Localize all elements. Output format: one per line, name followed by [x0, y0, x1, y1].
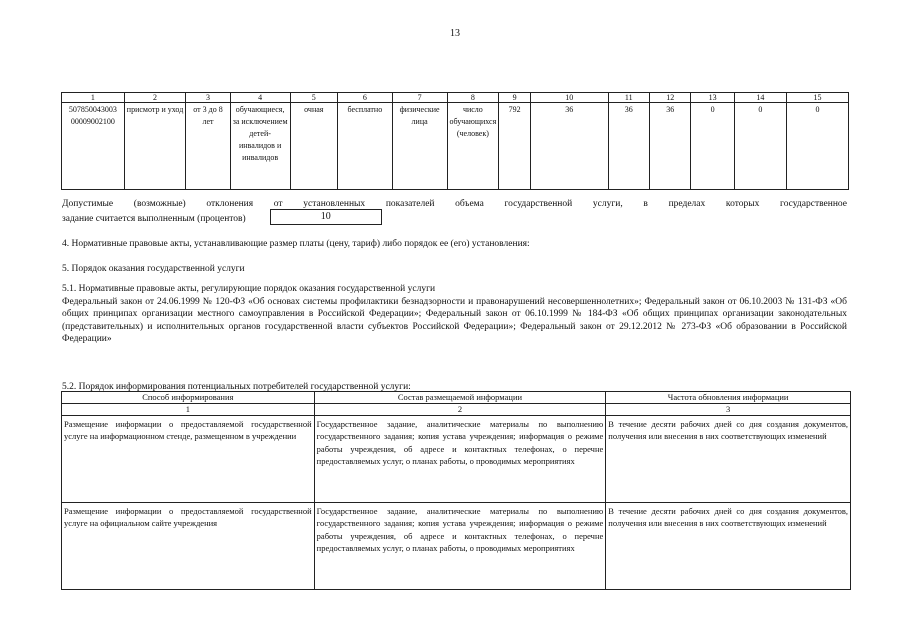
column-number: 9	[499, 93, 531, 103]
method-cell: Размещение информации о предоставляемой государственной услуге на официальном сайте учреждения	[62, 503, 315, 590]
column-header: Состав размещаемой информации	[314, 392, 606, 404]
column-number-row	[62, 404, 851, 416]
price-cell: 0	[786, 103, 848, 190]
column-number: 5	[290, 93, 338, 103]
value-cell: 36	[649, 103, 690, 190]
column-number: 4	[230, 93, 290, 103]
column-number: 2	[314, 404, 606, 416]
frequency-cell: В течение десяти рабочих дней со дня создания документов, получения или внесения в них соответствующих изменений	[606, 503, 851, 590]
section-5-2-heading: 5.2. Порядок информирования потенциальных потребителей государственной услуги:	[62, 382, 411, 392]
content-cell: Государственное задание, аналитические материалы по выполнению государственного задания; копия устава учреждения; информация о режиме работы учреждения, об адресе и контактных телефонах, о перечне предоставляемых услуг, о планах работы, о проводимых мероприятиях	[314, 416, 606, 503]
column-number: 7	[392, 93, 447, 103]
deviation-text: Допустимые (возможные) отклонения от установленных показателей объема государственной услуги, в пределах которых государственное	[62, 199, 847, 209]
payment-cell: бесплатно	[338, 103, 393, 190]
column-number: 15	[786, 93, 848, 103]
price-cell: 0	[691, 103, 734, 190]
column-number: 3	[186, 93, 230, 103]
section-5-1	[62, 283, 847, 346]
column-number: 14	[734, 93, 786, 103]
age-cell: от 3 до 8 лет	[186, 103, 230, 190]
section-4: 4. Нормативные правовые акты, устанавливающие размер платы (цену, тариф) либо порядок ее (его) установления:	[62, 239, 530, 249]
column-number: 1	[62, 404, 315, 416]
column-header: Частота обновления информации	[606, 392, 851, 404]
price-cell: 0	[734, 103, 786, 190]
deviation-text-end: задание считается выполненным (процентов)	[62, 213, 246, 224]
informing-table	[61, 391, 851, 590]
value-cell: 36	[608, 103, 649, 190]
method-cell: Размещение информации о предоставляемой государственной услуге на информационном стенде, размещенном в учреждении	[62, 416, 315, 503]
column-header: Способ информирования	[62, 392, 315, 404]
service-name-cell: присмотр и уход	[124, 103, 186, 190]
column-number: 2	[124, 93, 186, 103]
table-row	[62, 503, 851, 590]
column-number: 11	[608, 93, 649, 103]
section-5-1-heading: 5.1. Нормативные правовые акты, регулирующие порядок оказания государственной услуги	[62, 284, 436, 294]
column-number: 13	[691, 93, 734, 103]
column-number: 6	[338, 93, 393, 103]
content-cell: Государственное задание, аналитические материалы по выполнению государственного задания; копия устава учреждения; информация о режиме работы учреждения, об адресе и контактных телефонах, о перечне предоставляемых услуг, о планах работы, о проводимых мероприятиях	[314, 503, 606, 590]
service-volume-table	[61, 92, 849, 190]
frequency-cell: В течение десяти рабочих дней со дня создания документов, получения или внесения в них соответствующих изменений	[606, 416, 851, 503]
indicator-cell: число обучающихся (человек)	[447, 103, 499, 190]
value-cell: 36	[530, 103, 608, 190]
allowed-deviation	[62, 198, 847, 227]
page-number: 13	[450, 28, 460, 39]
column-number: 1	[62, 93, 125, 103]
header-row	[62, 392, 851, 404]
deviation-value-box: 10	[270, 209, 382, 225]
form-cell: очная	[290, 103, 338, 190]
table-row	[62, 103, 849, 190]
section-5: 5. Порядок оказания государственной услуги	[62, 264, 245, 274]
column-number: 8	[447, 93, 499, 103]
table-row	[62, 416, 851, 503]
section-5-1-body: Федеральный закон от 24.06.1999 № 120-ФЗ «Об основах системы профилактики безнадзорности и правонарушений несовершеннолетних»; Федеральный закон от 06.10.2003 № 131-ФЗ «Об общих принципах организации местного самоуправления в Российской Федерации»; Федеральный закон от 06.10.1999 № 184-ФЗ «Об общих принципах организации законодательных (представительных) и исполнительных органов государственной власти субъектов Российской Федерации»; Федеральный закон от 29.12.2012 № 273-ФЗ «Об образовании в Российской Федерации»	[62, 296, 847, 344]
persons-cell: физические лица	[392, 103, 447, 190]
category-cell: обучающиеся, за исключением детей-инвалидов и инвалидов	[230, 103, 290, 190]
column-number-row	[62, 93, 849, 103]
column-number: 3	[606, 404, 851, 416]
column-number: 12	[649, 93, 690, 103]
registry-code-cell: 507850043003 00009002100	[62, 103, 125, 190]
okei-code-cell: 792	[499, 103, 531, 190]
column-number: 10	[530, 93, 608, 103]
